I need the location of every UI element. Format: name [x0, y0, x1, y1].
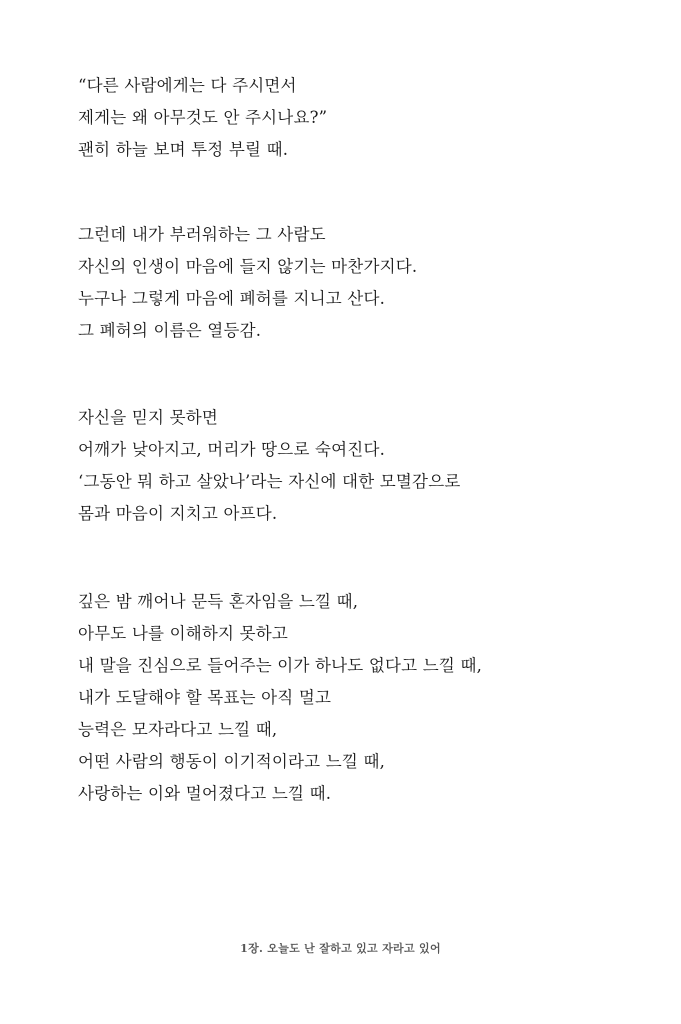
text-line: 그런데 내가 부러워하는 그 사람도: [78, 225, 326, 244]
text-line: 어깨가 낮아지고, 머리가 땅으로 숙여진다.: [78, 440, 386, 459]
text-line: 내 말을 진심으로 들어주는 이가 하나도 없다고 느낄 때,: [78, 656, 483, 675]
text-line: 자신의 인생이 마음에 들지 않기는 마찬가지다.: [78, 257, 418, 276]
text-line: 아무도 나를 이해하지 못하고: [78, 624, 289, 643]
text-line: 자신을 믿지 못하면: [78, 408, 219, 427]
text-line: 누구나 그렇게 마음에 폐허를 지니고 산다.: [78, 289, 386, 308]
stanza-1: [78, 76, 638, 172]
text-line: 깊은 밤 깨어나 문득 혼자임을 느낄 때,: [78, 592, 359, 611]
stanza-4: [78, 592, 638, 816]
text-line: 그 폐허의 이름은 열등감.: [78, 321, 262, 340]
text-line: 제게는 왜 아무것도 안 주시나요?”: [78, 108, 328, 127]
text-line: 능력은 모자라다고 느낄 때,: [78, 720, 278, 739]
text-line: 괜히 하늘 보며 투정 부릴 때.: [78, 140, 289, 159]
text-line: 내가 도달해야 할 목표는 아직 멀고: [78, 688, 332, 707]
running-footer: 1장. 오늘도 난 잘하고 있고 자라고 있어: [240, 942, 441, 955]
text-line: “다른 사람에게는 다 주시면서: [78, 76, 297, 95]
stanza-2: [78, 225, 638, 353]
stanza-3: [78, 408, 638, 536]
text-line: 몸과 마음이 지치고 아프다.: [78, 504, 278, 523]
text-line: 어떤 사람의 행동이 이기적이라고 느낄 때,: [78, 752, 386, 771]
text-line: 사랑하는 이와 멀어졌다고 느낄 때.: [78, 784, 332, 803]
text-line: ‘그동안 뭐 하고 살았나’라는 자신에 대한 모멸감으로: [78, 472, 461, 491]
